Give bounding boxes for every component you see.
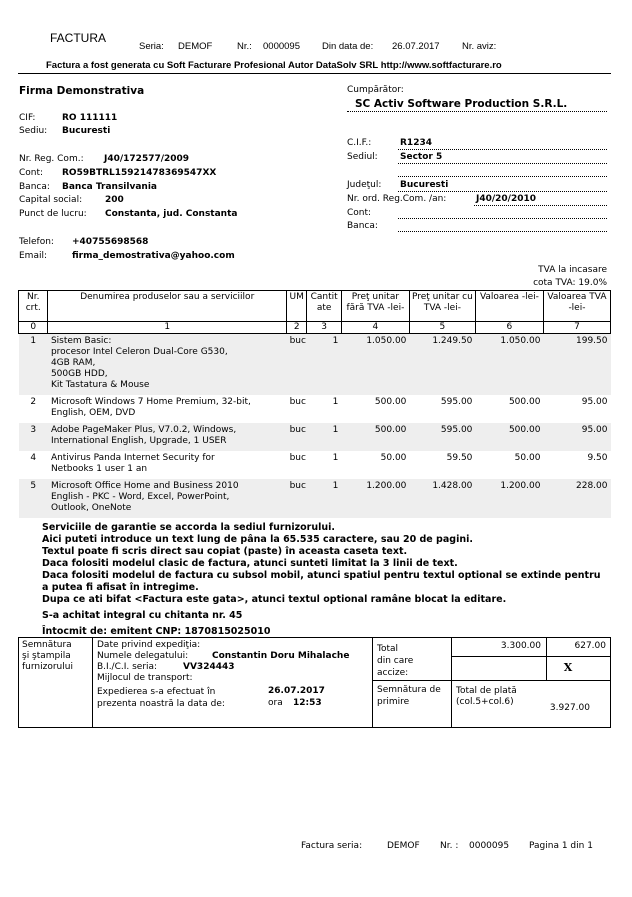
row-description: Antivirus Panda Internet Security for Netbooks 1 user 1 an bbox=[50, 453, 215, 474]
buyer-cif-label: C.I.F.: bbox=[347, 138, 372, 148]
buyer-sediu-label: Sediul: bbox=[347, 152, 378, 162]
buyer-sediu-dots-2 bbox=[398, 176, 607, 177]
row-price-vat: 595.00 bbox=[409, 423, 475, 451]
supplier-cif-label: CIF: bbox=[19, 113, 36, 123]
row-nr: 2 bbox=[30, 397, 37, 407]
note-line: Textul poate fi scris direct sau copiat (paste) în aceasta caseta text. bbox=[42, 546, 408, 557]
header-rule bbox=[18, 73, 611, 74]
col-number: 7 bbox=[543, 322, 610, 334]
footer-serie-label: Factura seria: bbox=[301, 841, 363, 851]
header-valoarea-tva: Valoarea TVA -lei- bbox=[543, 291, 610, 322]
accize-mark: X bbox=[563, 661, 573, 674]
footer-divider bbox=[372, 637, 373, 728]
header-um: UM bbox=[287, 291, 307, 322]
row-nr: 4 bbox=[30, 453, 37, 463]
row-price: 1.050.00 bbox=[341, 334, 409, 396]
row-value: 500.00 bbox=[475, 423, 543, 451]
buyer-judet-dots bbox=[398, 191, 607, 192]
row-description: Microsoft Windows 7 Home Premium, 32-bit, English, OEM, DVD bbox=[50, 397, 251, 418]
expediere-date: 26.07.2017 bbox=[268, 686, 325, 696]
row-price: 1.200.00 bbox=[341, 479, 409, 518]
aviz-label: Nr. aviz: bbox=[462, 41, 497, 52]
row-um: buc bbox=[289, 397, 306, 407]
row-price-vat: 595.00 bbox=[440, 397, 473, 407]
table-row bbox=[19, 479, 611, 518]
row-nr: 3 bbox=[19, 423, 48, 451]
row-quantity: 1 bbox=[307, 479, 342, 518]
semnatura-primire: Semnătura de primire bbox=[377, 685, 441, 707]
column-number-row bbox=[19, 322, 611, 334]
header-denumire: Denumirea produselor sau a serviciilor bbox=[48, 291, 287, 322]
row-vat-value: 95.00 bbox=[543, 423, 610, 451]
ora-value: 12:53 bbox=[293, 698, 322, 708]
header-nr: Nr. crt. bbox=[19, 291, 48, 322]
buyer-name-dots bbox=[347, 111, 607, 112]
tva-incasare: TVA la incasare bbox=[538, 265, 607, 275]
footer-divider bbox=[451, 656, 611, 657]
buyer-cont-dots bbox=[398, 218, 607, 219]
header-pret-cu-tva: Preţ unitar cu TVA -lei- bbox=[409, 291, 475, 322]
row-price-vat: 1.428.00 bbox=[409, 479, 475, 518]
row-vat-value: 228.00 bbox=[543, 479, 610, 518]
bi-value: VV324443 bbox=[183, 662, 235, 672]
expeditie-label: Date privind expediţia: bbox=[97, 640, 201, 650]
supplier-cif-value: RO 111111 bbox=[62, 113, 118, 123]
footer-divider bbox=[372, 680, 611, 681]
col-number: 2 bbox=[287, 322, 307, 334]
row-quantity: 1 bbox=[332, 397, 339, 407]
invoice-title: FACTURA bbox=[50, 31, 107, 45]
note-line: Dupa ce ati bifat <Factura este gata>, atunci textul optional ramâne blocat la editare. bbox=[42, 594, 507, 605]
supplier-capital-label: Capital social: bbox=[19, 195, 83, 205]
row-price: 500.00 bbox=[341, 423, 409, 451]
nr-value: 0000095 bbox=[263, 41, 300, 52]
optional-notes bbox=[42, 522, 602, 638]
note-line: Daca folositi modelul clasic de factura, atunci sunteti limitat la 3 linii de text. bbox=[42, 558, 458, 569]
buyer-cif-dots bbox=[398, 149, 607, 150]
buyer-regcom-dots bbox=[474, 205, 607, 206]
serie-value: DEMOF bbox=[178, 41, 213, 52]
total-plata-value: 3.927.00 bbox=[549, 703, 590, 713]
header-cantitate: Cantitate bbox=[307, 291, 342, 322]
row-description: Adobe PageMaker Plus, V7.0.2, Windows, International English, Upgrade, 1 USER bbox=[48, 423, 287, 451]
buyer-cont-label: Cont: bbox=[347, 208, 372, 218]
col-number: 6 bbox=[475, 322, 543, 334]
tva-cota: cota TVA: 19.0% bbox=[533, 278, 607, 288]
row-value: 500.00 bbox=[508, 397, 541, 407]
row-um: buc bbox=[289, 453, 306, 463]
total-tva-value: 627.00 bbox=[574, 641, 606, 651]
row-vat-value: 95.00 bbox=[581, 397, 608, 407]
table-header-row bbox=[19, 291, 611, 322]
row-price: 500.00 bbox=[374, 397, 407, 407]
row-nr: 1 bbox=[19, 334, 48, 396]
supplier-cont-value: RO59BTRL15921478369547XX bbox=[62, 168, 217, 178]
supplier-email-label: Email: bbox=[19, 251, 48, 261]
buyer-banca-label: Banca: bbox=[347, 221, 378, 231]
col-number: 4 bbox=[341, 322, 409, 334]
col-number: 5 bbox=[409, 322, 475, 334]
row-value: 50.00 bbox=[514, 453, 541, 463]
supplier-telefon-value: +40755698568 bbox=[72, 237, 149, 247]
delegat-label: Numele delegatului: bbox=[97, 651, 189, 661]
row-nr: 5 bbox=[19, 479, 48, 518]
row-price: 50.00 bbox=[380, 453, 407, 463]
expediere-label: Expedierea s-a efectuat în prezenta noastră la data de: bbox=[97, 687, 225, 709]
bi-label: B.I./C.I. seria: bbox=[97, 662, 158, 672]
row-um: buc bbox=[287, 423, 307, 451]
table-row bbox=[19, 451, 611, 479]
supplier-cont-label: Cont: bbox=[19, 168, 44, 178]
total-value: 3.300.00 bbox=[500, 641, 541, 651]
items-table bbox=[18, 290, 611, 518]
supplier-telefon-label: Telefon: bbox=[19, 237, 54, 247]
supplier-sediu-value: Bucuresti bbox=[62, 126, 111, 136]
buyer-judet-value: Bucuresti bbox=[400, 180, 449, 190]
buyer-name: SC Activ Software Production S.R.L. bbox=[355, 98, 568, 110]
col-number: 3 bbox=[307, 322, 342, 334]
total-plata-label: Total de plată (col.5+col.6) bbox=[456, 686, 517, 707]
supplier-regcom-label: Nr. Reg. Com.: bbox=[19, 154, 84, 164]
buyer-regcom-label: Nr. ord. Reg.Com. /an: bbox=[347, 194, 447, 204]
row-quantity: 1 bbox=[307, 334, 342, 396]
row-quantity: 1 bbox=[307, 423, 342, 451]
supplier-sediu-label: Sediu: bbox=[19, 126, 48, 136]
row-price-vat: 1.249.50 bbox=[409, 334, 475, 396]
supplier-banca-value: Banca Transilvania bbox=[62, 182, 157, 192]
date-label: Din data de: bbox=[322, 41, 374, 52]
footer-nr-value: 0000095 bbox=[469, 841, 510, 851]
nr-label: Nr.: bbox=[237, 41, 252, 52]
row-um: buc bbox=[287, 334, 307, 396]
supplier-capital-value: 200 bbox=[105, 195, 124, 205]
table-row bbox=[19, 395, 611, 423]
supplier-banca-label: Banca: bbox=[19, 182, 50, 192]
buyer-judet-label: Judeţul: bbox=[347, 180, 382, 190]
note-line: Serviciile de garantie se accorda la sediul furnizorului. bbox=[42, 522, 335, 533]
total-label: Total din care accize: bbox=[377, 644, 414, 678]
buyer-sediu-dots bbox=[398, 163, 607, 164]
row-quantity: 1 bbox=[332, 453, 339, 463]
semnatura-furnizor: Semnătura şi ştampila furnizorului bbox=[22, 640, 73, 672]
serie-label: Seria: bbox=[139, 41, 164, 52]
row-value: 1.050.00 bbox=[475, 334, 543, 396]
col-number: 0 bbox=[19, 322, 48, 334]
transport-label: Mijlocul de transport: bbox=[97, 673, 193, 683]
buyer-regcom-value: J40/20/2010 bbox=[476, 194, 537, 204]
row-description: Microsoft Office Home and Business 2010 English - PKC - Word, Excel, PowerPoint, Outlook, OneNote bbox=[48, 479, 287, 518]
supplier-regcom-value: J40/172577/2009 bbox=[104, 154, 190, 164]
row-vat-value: 199.50 bbox=[543, 334, 610, 396]
footer-divider bbox=[92, 637, 93, 728]
footer-serie-value: DEMOF bbox=[387, 841, 420, 851]
page-number: Pagina 1 din 1 bbox=[529, 841, 593, 851]
supplier-punct-label: Punct de lucru: bbox=[19, 209, 87, 219]
table-row bbox=[19, 423, 611, 451]
buyer-cif-value: R1234 bbox=[400, 138, 432, 148]
header-valoarea: Valoarea -lei- bbox=[475, 291, 543, 322]
footer-nr-label: Nr. : bbox=[440, 841, 459, 851]
intocmit-note: Întocmit de: emitent CNP: 1870815025010 bbox=[42, 626, 271, 637]
generated-note: Factura a fost generata cu Soft Facturare Profesional Autor DataSolv SRL http://www.softfacturare.ro bbox=[46, 60, 502, 71]
table-row bbox=[19, 334, 611, 396]
buyer-sediu-value: Sector 5 bbox=[400, 152, 443, 162]
achitat-note: S-a achitat integral cu chitanta nr. 45 bbox=[42, 610, 243, 621]
supplier-name: Firma Demonstrativa bbox=[19, 85, 145, 97]
delegat-value: Constantin Doru Mihalache bbox=[212, 651, 350, 661]
note-line: Daca folositi modelul de factura cu subsol mobil, atunci spatiul pentru textul optional se extinde pentru a putea fi afisat în intregime. bbox=[42, 570, 601, 593]
buyer-label: Cumpărător: bbox=[347, 85, 404, 95]
supplier-punct-value: Constanta, jud. Constanta bbox=[105, 209, 238, 219]
supplier-email-value: firma_demostrativa@yahoo.com bbox=[72, 251, 235, 261]
buyer-banca-dots bbox=[398, 231, 607, 232]
row-um: buc bbox=[287, 479, 307, 518]
row-vat-value: 9.50 bbox=[587, 453, 608, 463]
row-description: Sistem Basic: procesor Intel Celeron Dual-Core G530, 4GB RAM, 500GB HDD, Kit Tastatura & Mouse bbox=[48, 334, 287, 396]
date-value: 26.07.2017 bbox=[392, 41, 440, 52]
row-price-vat: 59.50 bbox=[446, 453, 473, 463]
ora-label: ora bbox=[268, 698, 283, 708]
header-pret-fara-tva: Preţ unitar fără TVA -lei- bbox=[341, 291, 409, 322]
col-number: 1 bbox=[48, 322, 287, 334]
note-line: Aici puteti introduce un text lung de pâna la 65.535 caractere, sau 20 de pagini. bbox=[42, 534, 473, 545]
row-value: 1.200.00 bbox=[475, 479, 543, 518]
